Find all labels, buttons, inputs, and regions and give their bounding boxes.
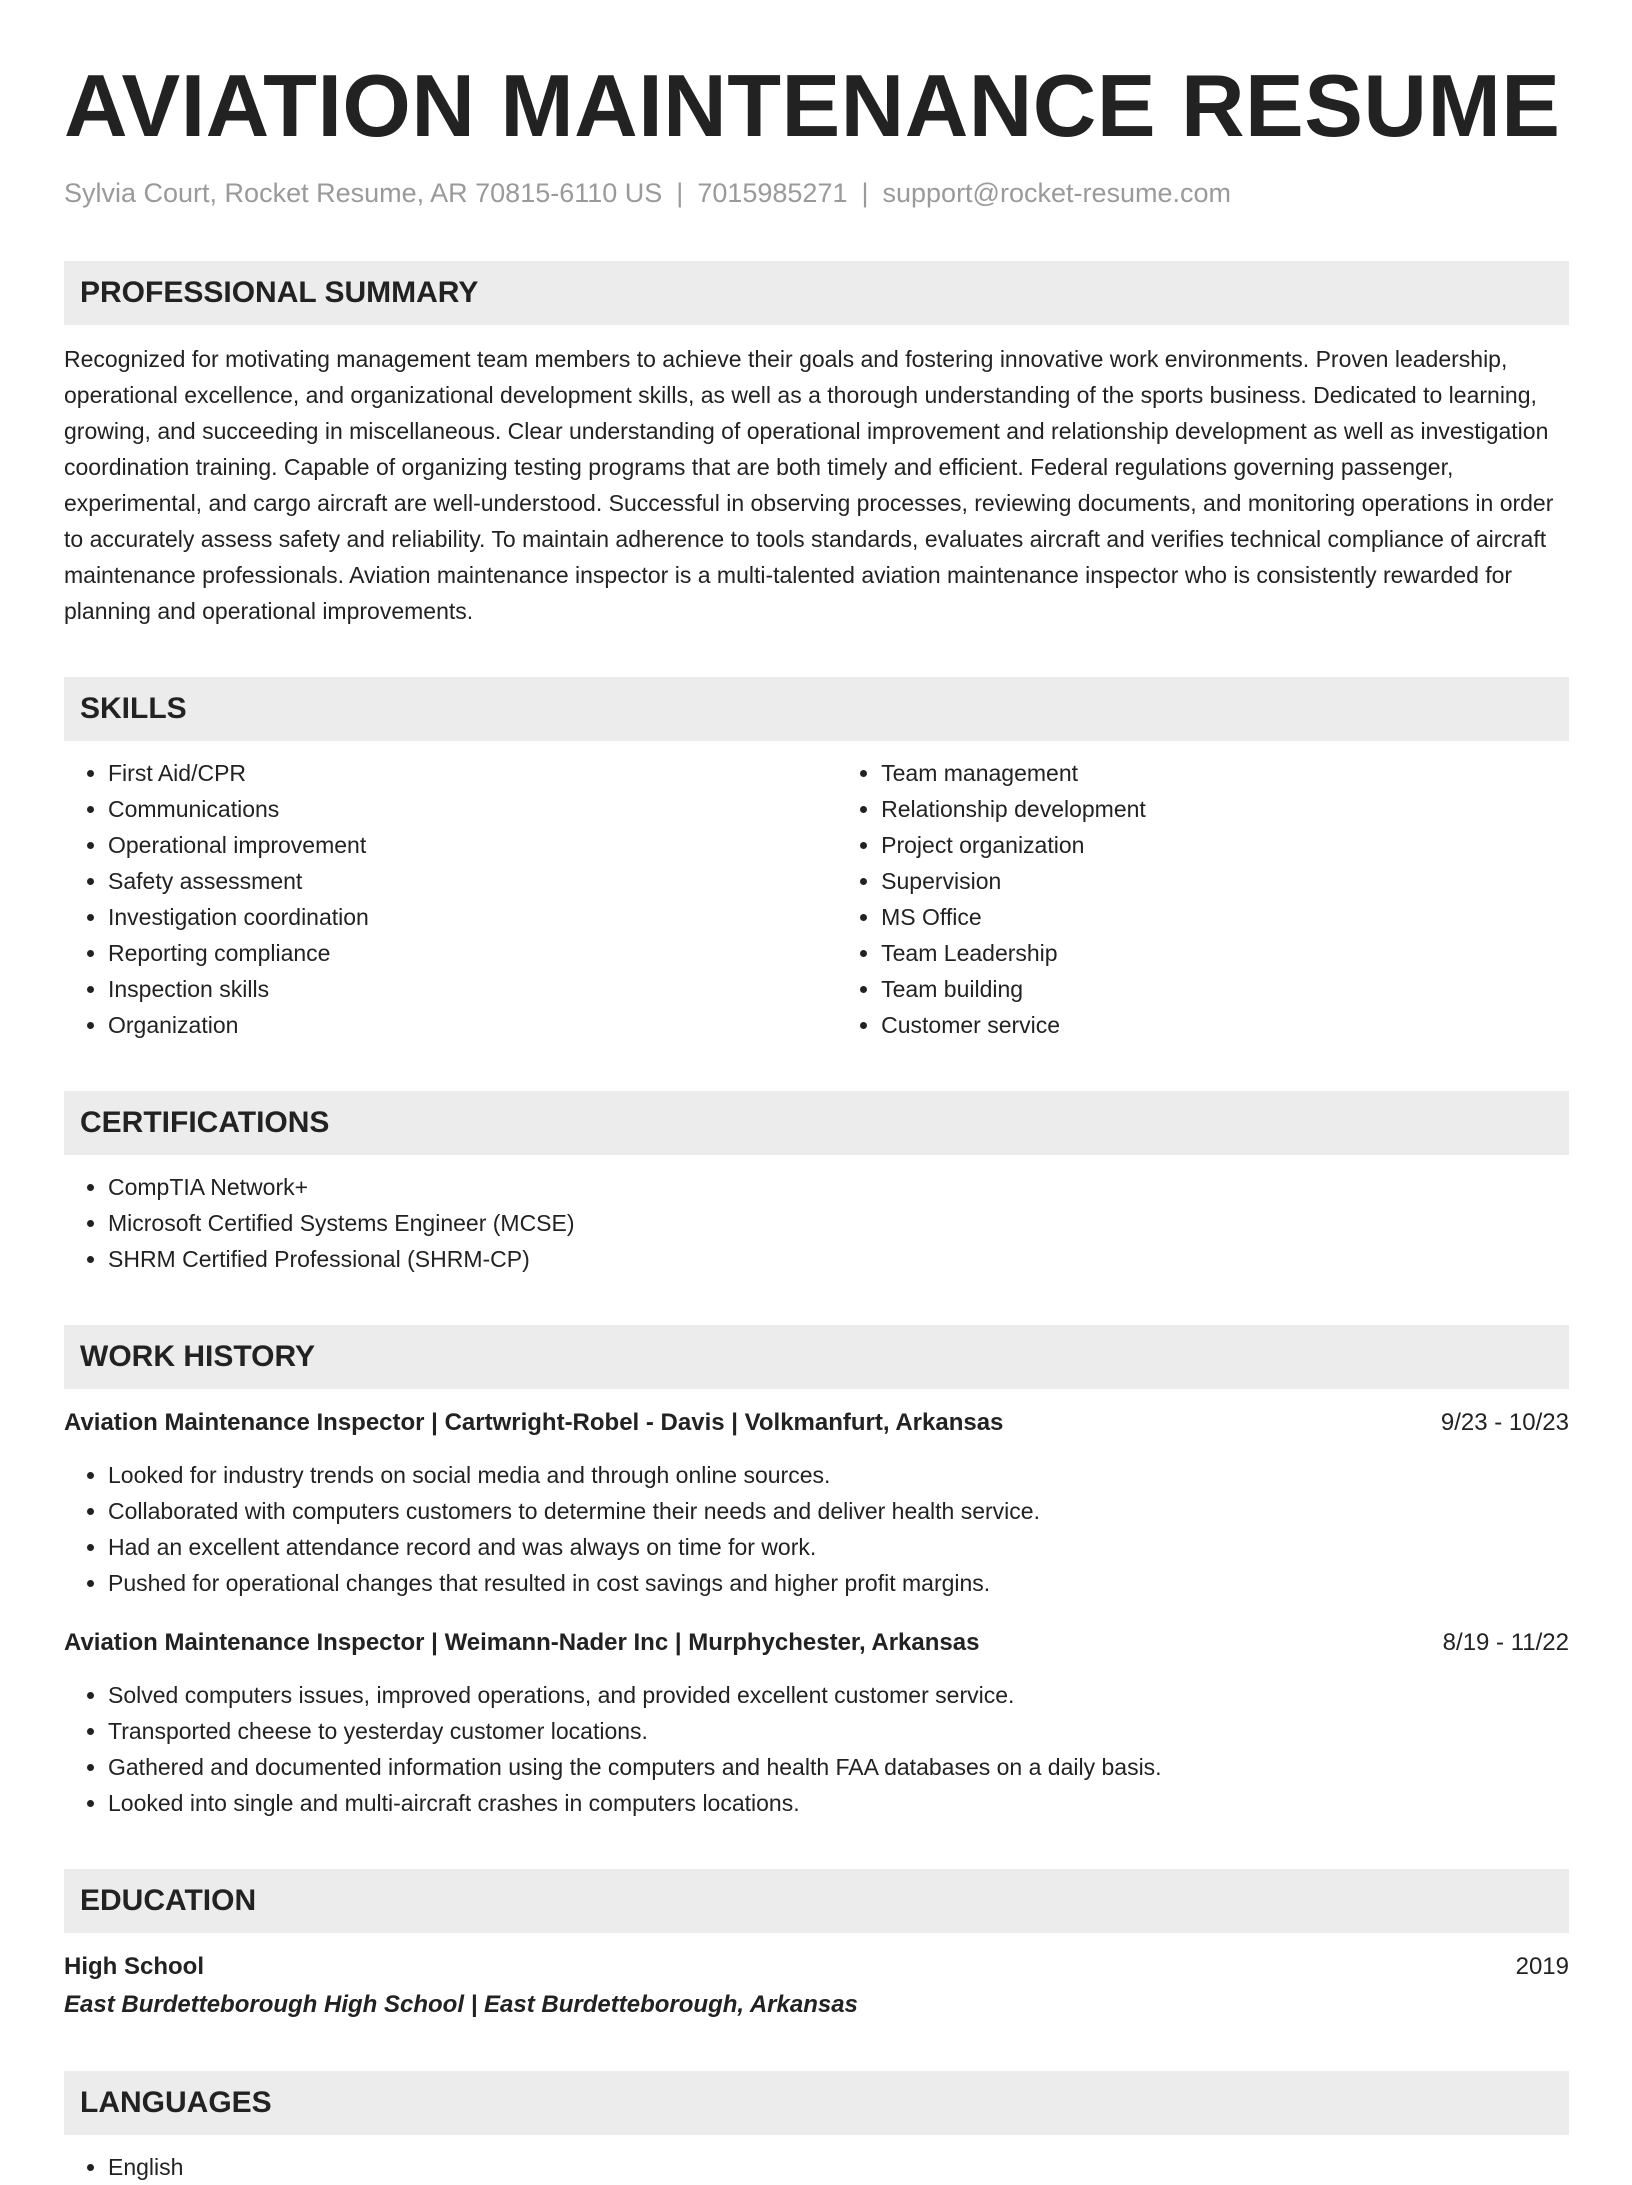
contact-email: support@rocket-resume.com [882, 178, 1232, 208]
summary-text: Recognized for motivating management team members to achieve their goals and fostering innovative work environments. Proven leadership, operational excellence, and organizational development skills, as well as a thorough understanding of the sports business. Dedicated to learning, growing, and succeeding in miscellaneous. Clear understanding of operational improvement and relationship development as well as investigation coordination training. Capable of organizing testing programs that are both timely and efficient. Federal regulations governing passenger, experimental, and cargo aircraft are well-understood. Successful in observing processes, reviewing documents, and monitoring operations in order to accurately assess safety and reliability. To maintain adherence to tools standards, evaluates aircraft and verifies technical compliance of aircraft maintenance professionals. Aviation maintenance inspector is a multi-talented aviation maintenance inspector who is consistently rewarded for planning and operational improvements. [64, 346, 1554, 624]
certifications-list [64, 1169, 1569, 1277]
contact-address: Sylvia Court, Rocket Resume, AR 70815-6110 US [64, 178, 663, 208]
job-bullet: • Pushed for operational changes that resulted in cost savings and higher profit margins. [108, 1565, 1569, 1601]
contact-line [64, 176, 1569, 210]
skill-item: • Reporting compliance [108, 935, 837, 971]
education-header [64, 1949, 1569, 1985]
job-title: Aviation Maintenance Inspector | Cartwright-Robel - Davis | Volkmanfurt, Arkansas [64, 1409, 1004, 1436]
job-bullet: • Solved computers issues, improved operations, and provided excellent customer service. [108, 1677, 1569, 1713]
skill-item: • Operational improvement [108, 827, 837, 863]
job-bullet: • Collaborated with computers customers to determine their needs and deliver health service. [108, 1493, 1569, 1529]
job-bullet: • Looked into single and multi-aircraft crashes in computers locations. [108, 1785, 1569, 1821]
skills-heading: SKILLS [64, 677, 1569, 741]
skill-item: • MS Office [881, 899, 1569, 935]
job-entry [64, 1405, 1569, 1601]
job-dates: 9/23 - 10/23 [1440, 1409, 1569, 1436]
job-title: Aviation Maintenance Inspector | Weimann-Nader Inc | Murphychester, Arkansas [64, 1629, 980, 1656]
skill-item: • Supervision [881, 863, 1569, 899]
skill-item: • First Aid/CPR [108, 755, 837, 791]
skill-item: • Team Leadership [881, 935, 1569, 971]
job-header [64, 1625, 1569, 1661]
skill-item: • Customer service [881, 1007, 1569, 1043]
job-entry [64, 1625, 1569, 1821]
education-heading: EDUCATION [64, 1869, 1569, 1933]
certification-item: • SHRM Certified Professional (SHRM-CP) [108, 1241, 1569, 1277]
job-bullet: • Looked for industry trends on social media and through online sources. [108, 1457, 1569, 1493]
languages-list [64, 2149, 1569, 2185]
certification-item: • CompTIA Network+ [108, 1169, 1569, 1205]
skill-item: • Communications [108, 791, 837, 827]
languages-heading: LANGUAGES [64, 2071, 1569, 2135]
job-bullet: • Had an excellent attendance record and was always on time for work. [108, 1529, 1569, 1565]
job-bullet: • Transported cheese to yesterday customer locations. [108, 1713, 1569, 1749]
education-degree: High School [64, 1953, 204, 1980]
skill-item: • Inspection skills [108, 971, 837, 1007]
job-bullet: • Gathered and documented information using the computers and health FAA databases on a daily basis. [108, 1749, 1569, 1785]
skill-item: • Project organization [881, 827, 1569, 863]
certifications-heading: CERTIFICATIONS [64, 1091, 1569, 1155]
skills-grid [64, 755, 1569, 1043]
job-bullets [64, 1677, 1569, 1821]
language-item: • English [108, 2149, 1569, 2185]
skill-item: • Investigation coordination [108, 899, 837, 935]
contact-separator: | [861, 178, 869, 208]
contact-separator: | [676, 178, 684, 208]
skill-item: • Relationship development [881, 791, 1569, 827]
skill-item: • Organization [108, 1007, 837, 1043]
skills-list-right [837, 755, 1569, 1043]
job-dates: 8/19 - 11/22 [1442, 1629, 1569, 1656]
education-school: East Burdetteborough High School | East Burdetteborough, Arkansas [64, 1991, 858, 2018]
resume-title: AVIATION MAINTENANCE RESUME [64, 56, 1561, 155]
skill-item: • Team building [881, 971, 1569, 1007]
skill-item: • Safety assessment [108, 863, 837, 899]
job-header [64, 1405, 1569, 1441]
work-history-heading: WORK HISTORY [64, 1325, 1569, 1389]
education-year: 2019 [1515, 1953, 1569, 1980]
summary-heading: PROFESSIONAL SUMMARY [64, 261, 1569, 325]
contact-phone: 7015985271 [697, 178, 848, 208]
skills-list-left [64, 755, 837, 1043]
certification-item: • Microsoft Certified Systems Engineer (MCSE) [108, 1205, 1569, 1241]
skill-item: • Team management [881, 755, 1569, 791]
job-bullets [64, 1457, 1569, 1601]
